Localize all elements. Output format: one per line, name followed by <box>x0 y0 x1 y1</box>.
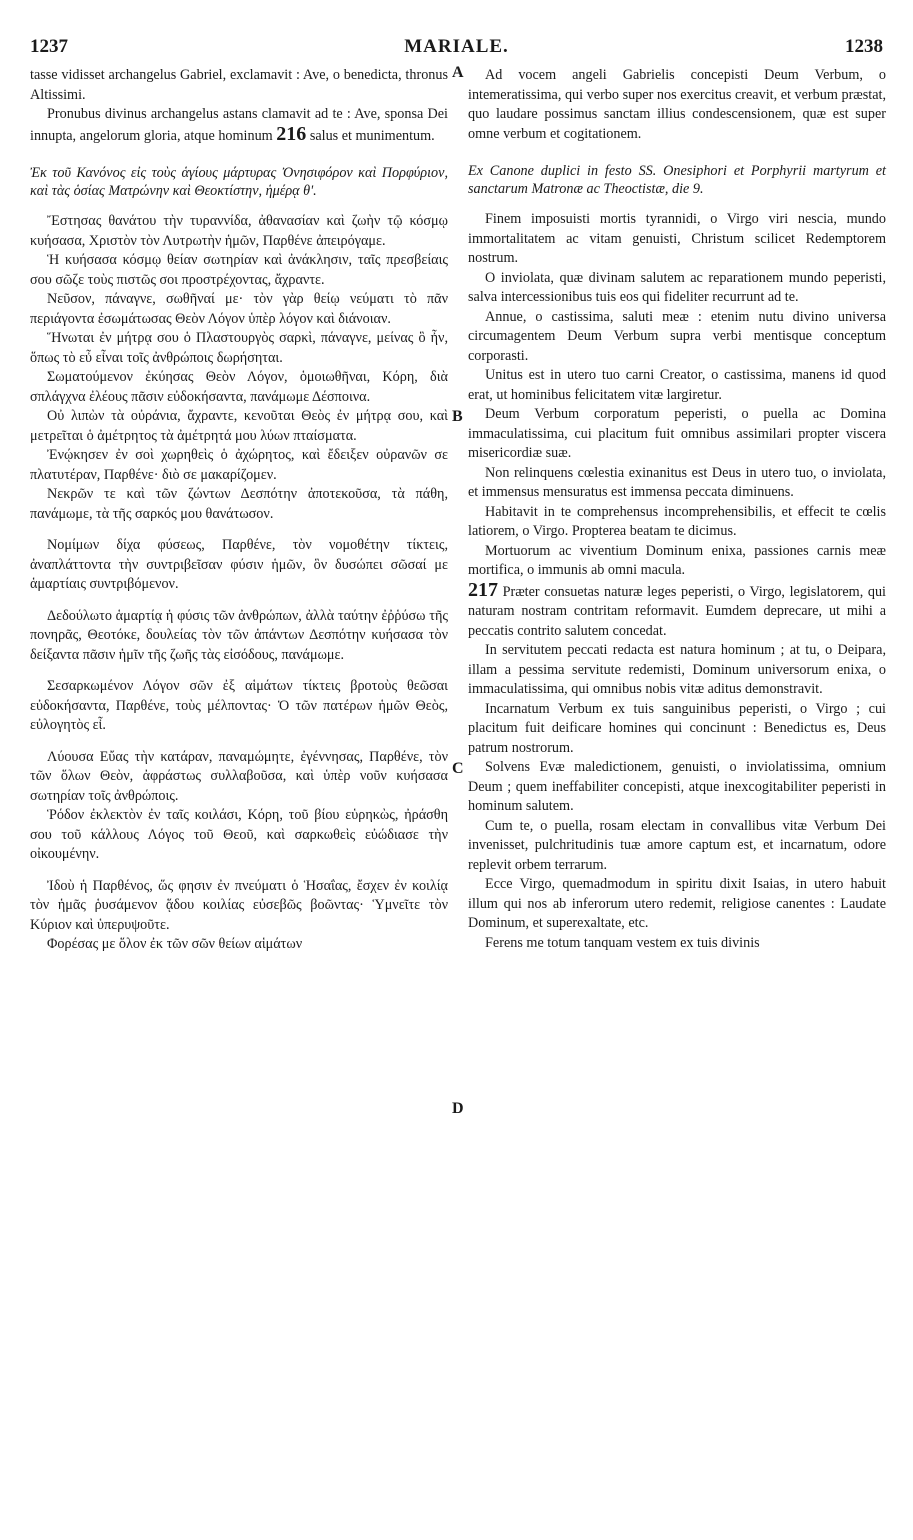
margin-marker-c: C <box>452 760 464 777</box>
margin-marker-a: A <box>452 64 464 81</box>
greek-troparion-7: Ἐνῴκησεν ἐν σοὶ χωρηθεὶς ὁ ἀχώρητος, καὶ ἔδειξεν οὐρανῶν σε πλατυτέραν, Παρθένε· διὸ σε μακαρίζομεν. <box>30 447 448 483</box>
greek-troparion-6: Οὐ λιπὼν τὰ οὐράνια, ἄχραντε, κενοῦται Θεὸς ἐν μήτρᾳ σου, καὶ μετρεῖται ὁ ἀμέτρητος τὰ ἀμέτρητά μου λύων πταίσματα. <box>30 408 448 444</box>
latin-troparion-10: In servitutem peccati redacta est natura hominum ; at tu, o Deipara, illam a pessima servitute redemisti, Dominum universorum enixa, o immaculatissima, qui omnibus nobis vitæ aditus demonstravit. <box>468 642 886 697</box>
latin-troparion-1: Finem imposuisti mortis tyrannidi, o Virgo viri nescia, mundo immortalitatem ac vitam genuisti, Christum scilicet Redemptorem nostrum. <box>468 211 886 266</box>
margin-marker-d: D <box>452 1100 464 1117</box>
greek-troparion-11: Σεσαρκωμένον Λόγον σῶν ἐξ αἱμάτων τίκτεις βροτοὺς θεῶσαι εὐδοκήσαντα, Παρθένε, τοὺς μέλποντας· Ὁ τῶν πατέρων ἡμῶν Θεὸς, εὐλογητὸς εἶ. <box>30 678 448 733</box>
latin-troparion-5: Deum Verbum corporatum peperisti, o puella ac Domina immaculatissima, cui placitum fuit omnibus assimilari propter viscera misericordiæ suæ. <box>468 406 886 461</box>
latin-troparion-7: Habitavit in te comprehensus incomprehensibilis, et effecit te cœlis latiorem, o Virgo. Propterea beatam te dicimus. <box>468 503 886 539</box>
latin-troparion-8: Mortuorum ac viventium Dominum enixa, passiones carnis meæ mortifica, o immunis ab omni macula. <box>468 542 886 578</box>
greek-intro-2 <box>30 105 448 146</box>
greek-troparion-10: Δεδούλωτο ἁμαρτίᾳ ἡ φύσις τῶν ἀνθρώπων, ἀλλὰ ταύτην ἐῤῥύσω τῆς πονηρᾶς, Θεοτόκε, δουλείας τὸν τῶν ἁπάντων Δεσπότην κυήσασα τὸν δείξαντα πᾶσιν ἡμῖν τῆς ζωῆς τὰς εἰσόδους, πανάμωμε. <box>30 607 448 663</box>
greek-troparion-5: Σωματούμενον ἐκύησας Θεὸν Λόγον, ὁμοιωθῆναι, Κόρη, διὰ σπλάγχνα ἐλέους πᾶσιν εὐδοκήσαντα, πανάμωμε Δέσποινα. <box>30 369 448 405</box>
latin-troparion-14: Ecce Virgo, quemadmodum in spiritu dixit Isaias, in utero habuit illum qui nos ab inferorum utero redemit, religiose canentes : Laudate Dominum, et superexaltate, etc. <box>468 876 886 931</box>
greek-troparion-2: Ἡ κυήσασα κόσμῳ θείαν σωτηρίαν καὶ ἀνάκλησιν, ταῖς πρεσβείαις σου σῶζε τοὺς πιστῶς σοι προστρέχοντας, ἄχραντε. <box>30 252 448 288</box>
greek-intro-2b: salus et munimentum. <box>309 127 435 144</box>
latin-troparion-15: Ferens me totum tanquam vestem ex tuis divinis <box>485 934 760 951</box>
latin-troparion-3: Annue, o castissima, saluti meæ : etenim nutu divino universa circumagentem Deum Verbum supra verbi mentisque conceptum corporasti. <box>468 308 886 364</box>
margin-marker-b: B <box>452 408 463 425</box>
greek-troparion-1: Ἔστησας θανάτου τὴν τυραννίδα, ἀθανασίαν καὶ ζωὴν τῷ κόσμῳ κυήσασα, Χριστὸν τὸν Λυτρωτὴν ἡμῶν, Παρθένε ἀπειρόγαμε. <box>30 213 448 249</box>
greek-troparion-3: Νεῦσον, πάναγνε, σωθῆναί με· τὸν γὰρ θείῳ νεύματι τὸ πᾶν περιάγοντα ἐσωμάτωσας Θεὸν Λόγον ὑπὲρ λόγον καὶ διάνοιαν. <box>30 291 448 327</box>
left-page-number: 1237 <box>30 36 68 57</box>
latin-troparion-12: Solvens Evæ maledictionem, genuisti, o inviolatissima, omnium Deum ; quem ineffabiliter concepisti, atque inexcogitabiliter peperisti in hominum salutem. <box>468 759 886 814</box>
greek-troparion-4: Ἥνωται ἐν μήτρᾳ σου ὁ Πλαστουργὸς σαρκὶ, πάναγνε, μείνας ὃ ἦν, ὅπως τὸ εὖ εἶναι τοῖς ἀνθρώποις δωρήσηται. <box>30 330 448 366</box>
greek-canon-title: Ἐκ τοῦ Κανόνος εἰς τοὺς ἁγίους μάρτυρας Ὀνησιφόρον καὶ Πορφύριον, καὶ τὰς ὁσίας Ματρώνην καὶ Θεοκτίστην, ἡμέρᾳ θ'. <box>30 165 448 199</box>
latin-column <box>468 66 886 953</box>
latin-troparion-13: Cum te, o puella, rosam electam in convallibus vitæ Verbum Dei invenisset, pulchritudinis tuæ amore captum est, et incarnatum, odore replevit orbem terrarum. <box>468 817 886 873</box>
greek-troparion-13: Ῥόδον ἐκλεκτὸν ἐν ταῖς κοιλάσι, Κόρη, τοῦ βίου εὑρηκὼς, ἠράσθη σου τοῦ κάλλους Λόγος τοῦ Θεοῦ, καὶ σαρκωθεὶς εὐώδιασε τὴν οἰκουμένην. <box>30 807 448 862</box>
greek-column <box>30 66 448 955</box>
latin-troparion-9-text: Præter consuetas naturæ leges peperisti, o Virgo, legislatorem, qui naturam nostram contritam reformavit. Eumdem deprecare, ut mihi a peccatis contrito salutem concedat. <box>468 583 886 639</box>
greek-troparion-12: Λύουσα Εὔας τὴν κατάραν, παναμώμητε, ἐγέννησας, Παρθένε, τὸν τῶν ὅλων Θεὸν, ἀφράστως συλλαβοῦσα, καὶ ὑπὲρ νοῦν κυήσασα σωτηρίαν τοῖς ἀνθρώποις. <box>30 748 448 804</box>
latin-canon-title: Ex Canone duplici in festo SS. Onesiphori et Porphyrii martyrum et sanctarum Matronæ ac Theoctistæ, die 9. <box>468 163 886 197</box>
latin-troparion-6: Non relinquens cœlestia exinanitus est Deus in utero tuo, o inviolata, et immensus mensuratus est immensa peccata diminuens. <box>468 464 886 500</box>
latin-troparion-11: Incarnatum Verbum ex tuis sanguinibus peperisti, o Virgo ; cui placitum fuit deificare homines qui concinunt : Benedictus es, Deus patrum nostrorum. <box>468 700 886 756</box>
column-number-216: 216 <box>276 122 307 145</box>
greek-troparion-8: Νεκρῶν τε καὶ τῶν ζώντων Δεσπότην ἀποτεκοῦσα, τὰ πάθη, πανάμωμε, τὰ τῆς σαρκός μου θανάτωσον. <box>30 486 448 522</box>
latin-troparion-4: Unitus est in utero tuo carni Creator, o castissima, manens id quod erat, ut hominibus felicitatem vitæ largiretur. <box>468 367 886 403</box>
greek-intro-2a: Pronubus divinus archangelus astans clamavit ad te : Ave, sponsa Dei innupta, angelorum gloria, atque hominum <box>30 106 448 144</box>
running-title: MARIALE. <box>404 36 509 57</box>
latin-troparion-9 <box>468 578 886 642</box>
page-header <box>30 36 883 58</box>
latin-troparion-2: O inviolata, quæ divinam salutem ac reparationem mundo peperisti, salva intercessionibus tuis eos qui fideliter recurrunt ad te. <box>468 269 886 305</box>
greek-troparion-14: Ἰδοὺ ἡ Παρθένος, ὥς φησιν ἐν πνεύματι ὁ Ἡσαΐας, ἔσχεν ἐν κοιλίᾳ τὸν ἡμᾶς ῥυσάμενον ᾅδου κοιλίας εὐσεβῶς βοῶντας· Ὑμνεῖτε τὸν Κύριον καὶ ὑπερυψοῦτε. <box>30 877 448 933</box>
column-number-217: 217 <box>468 578 498 601</box>
greek-troparion-9: Νομίμων δίχα φύσεως, Παρθένε, τὸν νομοθέτην τίκτεις, ἀναπλάττοντα τὴν συντριβεῖσαν φύσιν ἡμῶν, ὃν δυσώπει σῶσαί με ἁμαρτίαις συντριβόμενον. <box>30 537 448 592</box>
latin-intro-1: Ad vocem angeli Gabrielis concepisti Deum Verbum, o intemeratissima, qui verbo super nos exercitus creavit, et verbum præstat, quo laudare possimus sanctam illius condescensionem, quæ est super omne verbum et cogitationem. <box>468 67 886 142</box>
greek-troparion-15: Φορέσας με ὅλον ἐκ τῶν σῶν θείων αἱμάτων <box>47 936 303 952</box>
right-page-number: 1238 <box>845 36 883 57</box>
greek-intro-1: tasse vidisset archangelus Gabriel, exclamavit : Ave, o benedicta, thronus Altissimi. <box>30 67 448 103</box>
